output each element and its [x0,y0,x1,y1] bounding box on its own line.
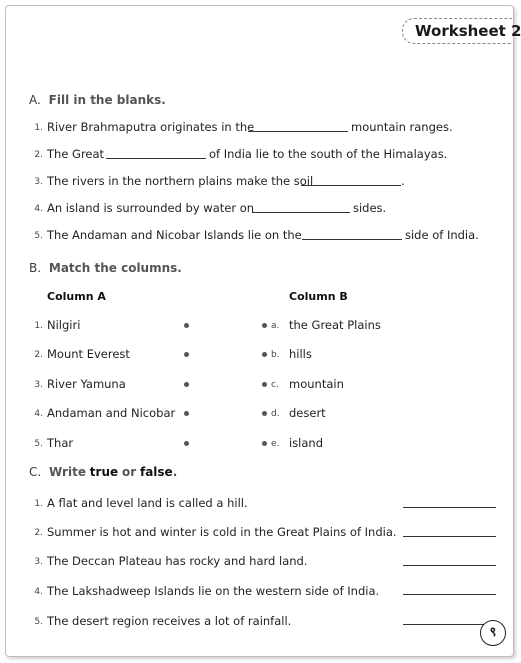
section-a-letter: A. [29,93,41,107]
c4-answer-line[interactable] [403,594,496,595]
b4-left-dot[interactable] [184,411,189,416]
section-b-heading [29,261,182,275]
section-c-word-or: or [121,465,137,479]
c1-text: A flat and level land is called a hill. [47,496,248,510]
b2-column-b-text: hills [289,347,312,361]
b3-number: 3. [34,380,43,390]
a2-blank[interactable] [106,158,206,159]
b2-column-a-text: Mount Everest [47,347,130,361]
b3-left-dot[interactable] [184,382,189,387]
a3-blank[interactable] [301,185,401,186]
a2-text-after: of India lie to the south of the Himalayas. [209,147,448,161]
b3-letter: c. [271,380,279,390]
c1-answer-line[interactable] [403,507,496,508]
section-a-heading [29,93,166,107]
c5-text: The desert region receives a lot of rainfall. [47,614,292,628]
b4-letter: d. [271,409,280,419]
section-c-letter: C. [29,465,42,479]
b5-left-dot[interactable] [184,441,189,446]
c2-text: Summer is hot and winter is cold in the Great Plains of India. [47,525,397,539]
page-number: ९ [489,625,497,640]
a2-number: 2. [34,150,43,160]
a5-blank[interactable] [302,239,402,240]
section-b-letter: B. [29,261,42,275]
a5-text-before: The Andaman and Nicobar Islands lie on the [47,228,302,242]
page-number-circle [480,620,506,646]
b3-column-b-text: mountain [289,377,344,391]
a1-text-before: River Brahmaputra originates in the [47,120,255,134]
c4-number: 4. [34,587,43,597]
c5-number: 5. [34,617,43,627]
b3-column-a-text: River Yamuna [47,377,126,391]
a3-text-before: The rivers in the northern plains make the soil [47,174,314,188]
c1-number: 1. [34,499,43,509]
b1-number: 1. [34,321,43,331]
b1-column-b-text: the Great Plains [289,318,381,332]
b4-column-b-text: desert [289,406,326,420]
a5-text-after: side of India. [405,228,479,242]
b1-column-a-text: Nilgiri [47,318,81,332]
worksheet-title-badge [402,18,521,44]
a4-text-before: An island is surrounded by water on [47,201,255,215]
c3-number: 3. [34,557,43,567]
worksheet-title: Worksheet 2 [415,22,521,40]
c2-answer-line[interactable] [403,536,496,537]
b5-column-a-text: Thar [47,436,74,450]
section-b-instruction: Match the columns. [48,261,182,275]
b2-right-dot[interactable] [262,352,267,357]
section-c-word-false: false [139,465,173,479]
section-c-word-true: true [89,465,119,479]
c2-number: 2. [34,528,43,538]
a1-blank[interactable] [248,131,348,132]
section-c-heading [29,465,177,479]
a1-text-after: mountain ranges. [351,120,453,134]
b3-right-dot[interactable] [262,382,267,387]
section-c-period: . [172,465,178,479]
b4-number: 4. [34,409,43,419]
a4-number: 4. [34,204,43,214]
a4-text-after: sides. [353,201,387,215]
b5-number: 5. [34,439,43,449]
section-a-instruction: Fill in the blanks. [48,93,166,107]
a3-number: 3. [34,177,43,187]
a3-text-after: . [401,174,405,188]
b1-right-dot[interactable] [262,323,267,328]
a2-text-before: The Great [47,147,105,161]
c3-answer-line[interactable] [403,565,496,566]
b4-column-a-text: Andaman and Nicobar [47,406,176,420]
b5-column-b-text: island [289,436,324,450]
b1-letter: a. [271,321,280,331]
section-c-instruction-prefix: Write [49,465,86,479]
column-b-header: Column B [289,290,348,303]
c4-text: The Lakshadweep Islands lie on the western side of India. [47,584,380,598]
b4-right-dot[interactable] [262,411,267,416]
b2-left-dot[interactable] [184,352,189,357]
c3-text: The Deccan Plateau has rocky and hard land. [47,554,308,568]
b2-letter: b. [271,350,280,360]
b2-number: 2. [34,350,43,360]
a1-number: 1. [34,123,43,133]
b5-letter: e. [271,439,280,449]
a5-number: 5. [34,231,43,241]
b5-right-dot[interactable] [262,441,267,446]
column-a-header: Column A [47,290,106,303]
a4-blank[interactable] [252,212,350,213]
b1-left-dot[interactable] [184,323,189,328]
